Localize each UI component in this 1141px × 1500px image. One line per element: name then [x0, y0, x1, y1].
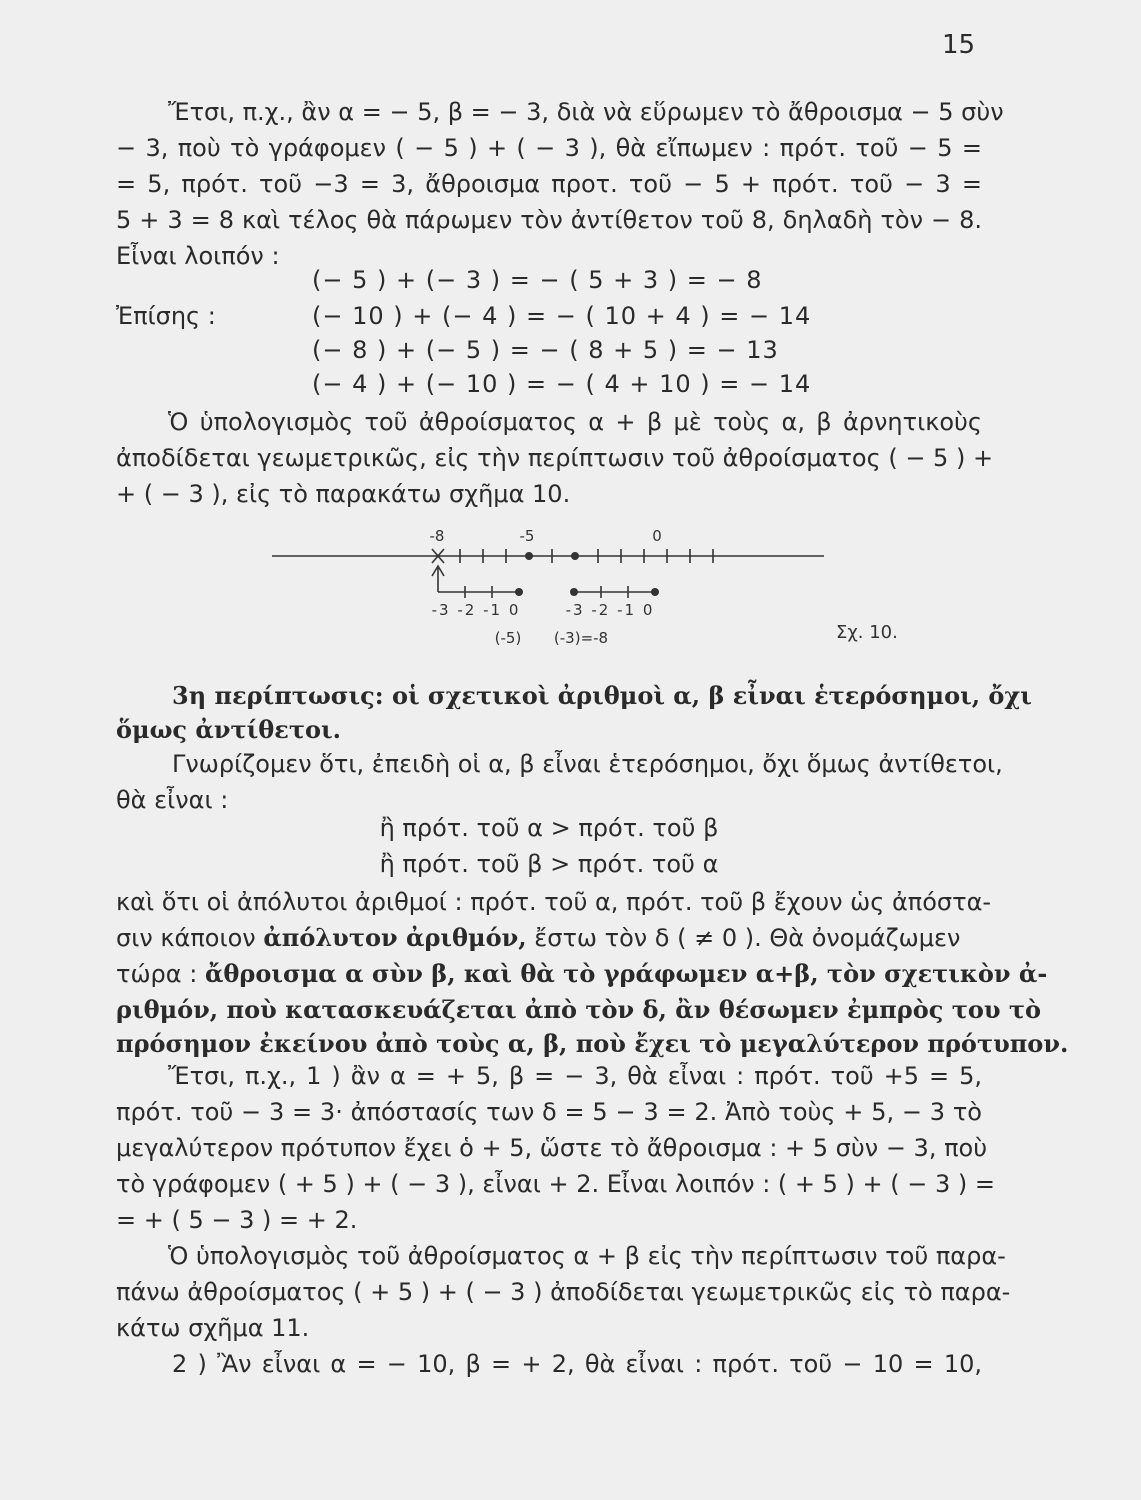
label-minus-5: -5 [519, 527, 535, 545]
para4-line: τώρα : ἄθροισμα α σὺν β, καὶ θὰ τὸ γράφωμεν α+β, τὸν σχετικὸν ἀ- [116, 959, 1048, 988]
para7-line: 2 ) Ἂν εἶναι α = − 10, β = + 2, θὰ εἶναι : πρότ. τοῦ − 10 = 10, [172, 1350, 982, 1378]
intro-text: Εἶναι λοιπόν : [116, 242, 280, 270]
point-dot [651, 588, 659, 596]
para6-line: κάτω σχῆμα 11. [116, 1314, 310, 1342]
figure-label: Σχ. 10. [836, 622, 898, 643]
condition: ἢ πρότ. τοῦ β > πρότ. τοῦ α [379, 850, 719, 878]
para2-line: + ( − 3 ), εἰς τὸ παρακάτω σχῆμα 10. [116, 480, 571, 508]
label-minus-8: -8 [429, 527, 445, 545]
point-dot [525, 552, 533, 560]
para2-line: ἀποδίδεται γεωμετρικῶς, εἰς τὴν περίπτωσιν τοῦ ἀθροίσματος ( − 5 ) + [116, 444, 994, 472]
case-heading: ὅμως ἀντίθετοι. [116, 715, 341, 744]
point-dot [515, 588, 523, 596]
para1-line: Ἔτσι, π.χ., ἂν α = − 5, β = − 3, διὰ νὰ εὕρωμεν τὸ ἄθροισμα − 5 σὺν [168, 98, 1004, 126]
para1-line: − 3, ποὺ τὸ γράφομεν ( − 5 ) + ( − 3 ), θὰ εἴπωμεν : πρότ. τοῦ − 5 = [116, 134, 982, 162]
para4-line: καὶ ὅτι οἱ ἀπόλυτοι ἀριθμοί : πρότ. τοῦ α, πρότ. τοῦ β ἔχουν ὡς ἀπόστα- [116, 888, 992, 916]
para4-line: πρόσημον ἐκείνου ἀπὸ τοὺς α, β, ποὺ ἔχει τὸ μεγαλύτερον πρότυπον. [116, 1029, 1069, 1058]
para2-line: Ὁ ὑπολογισμὸς τοῦ ἀθροίσματος α + β μὲ τοὺς α, β ἀρνητικοὺς [168, 408, 982, 436]
caption-right: (-3)=-8 [553, 629, 609, 647]
caption-left: (-5) [494, 629, 522, 647]
point-dot [570, 588, 578, 596]
para1-line: = 5, πρότ. τοῦ −3 = 3, ἄθροισμα προτ. τοῦ − 5 + πρότ. τοῦ − 3 = [116, 170, 982, 198]
para6-line: πάνω ἀθροίσματος ( + 5 ) + ( − 3 ) ἀποδίδεται γεωμετρικῶς εἰς τὸ παρα- [116, 1278, 1011, 1306]
condition: ἢ πρότ. τοῦ α > πρότ. τοῦ β [379, 814, 719, 842]
para3-line: θὰ εἶναι : [116, 786, 229, 814]
equation: (− 8 ) + (− 5 ) = − ( 8 + 5 ) = − 13 [312, 336, 779, 364]
para6-line: Ὁ ὑπολογισμὸς τοῦ ἀθροίσματος α + β εἰς τὴν περίπτωσιν τοῦ παρα- [168, 1242, 1006, 1270]
label-zero: 0 [652, 527, 662, 545]
right-ticks-label: -3 -2 -1 0 [565, 601, 655, 619]
para5-line: Ἔτσι, π.χ., 1 ) ἂν α = + 5, β = − 3, θὰ εἶναι : πρότ. τοῦ +5 = 5, [168, 1062, 982, 1090]
para5-line: τὸ γράφομεν ( + 5 ) + ( − 3 ), εἶναι + 2. Εἶναι λοιπόν : ( + 5 ) + ( − 3 ) = [116, 1170, 995, 1198]
equation: (− 4 ) + (− 10 ) = − ( 4 + 10 ) = − 14 [312, 370, 812, 398]
para4-line: σιν κάποιον ἀπόλυτον ἀριθμόν, ἔστω τὸν δ ( ≠ 0 ). Θὰ ὀνομάζωμεν [116, 923, 961, 952]
para5-line: πρότ. τοῦ − 3 = 3· ἀπόστασίς των δ = 5 − 3 = 2. Ἀπὸ τοὺς + 5, − 3 τὸ [116, 1098, 982, 1126]
para5-line: μεγαλύτερον πρότυπον ἔχει ὁ + 5, ὥστε τὸ ἄθροισμα : + 5 σὺν − 3, ποὺ [116, 1134, 988, 1162]
para4-line: ριθμόν, ποὺ κατασκευάζεται ἀπὸ τὸν δ, ἂν θέσωμεν ἐμπρὸς του τὸ [116, 995, 1042, 1024]
left-ticks-label: -3 -2 -1 0 [431, 601, 521, 619]
point-dot [571, 552, 579, 560]
also-label: Ἐπίσης : [116, 302, 216, 330]
case-heading: 3η περίπτωσις: οἱ σχετικοὶ ἀριθμοὶ α, β εἶναι ἑτερόσημοι, ὄχι [172, 681, 1032, 710]
equation: (− 10 ) + (− 4 ) = − ( 10 + 4 ) = − 14 [312, 302, 812, 330]
equation: (− 5 ) + (− 3 ) = − ( 5 + 3 ) = − 8 [312, 266, 763, 294]
para5-line: = + ( 5 − 3 ) = + 2. [116, 1206, 358, 1234]
page-number: 15 [942, 30, 976, 60]
para1-line: 5 + 3 = 8 καὶ τέλος θὰ πάρωμεν τὸν ἀντίθετον τοῦ 8, δηλαδὴ τὸν − 8. [116, 206, 982, 234]
para3-line: Γνωρίζομεν ὅτι, ἐπειδὴ οἱ α, β εἶναι ἑτερόσημοι, ὄχι ὅμως ἀντίθετοι, [172, 750, 1003, 778]
